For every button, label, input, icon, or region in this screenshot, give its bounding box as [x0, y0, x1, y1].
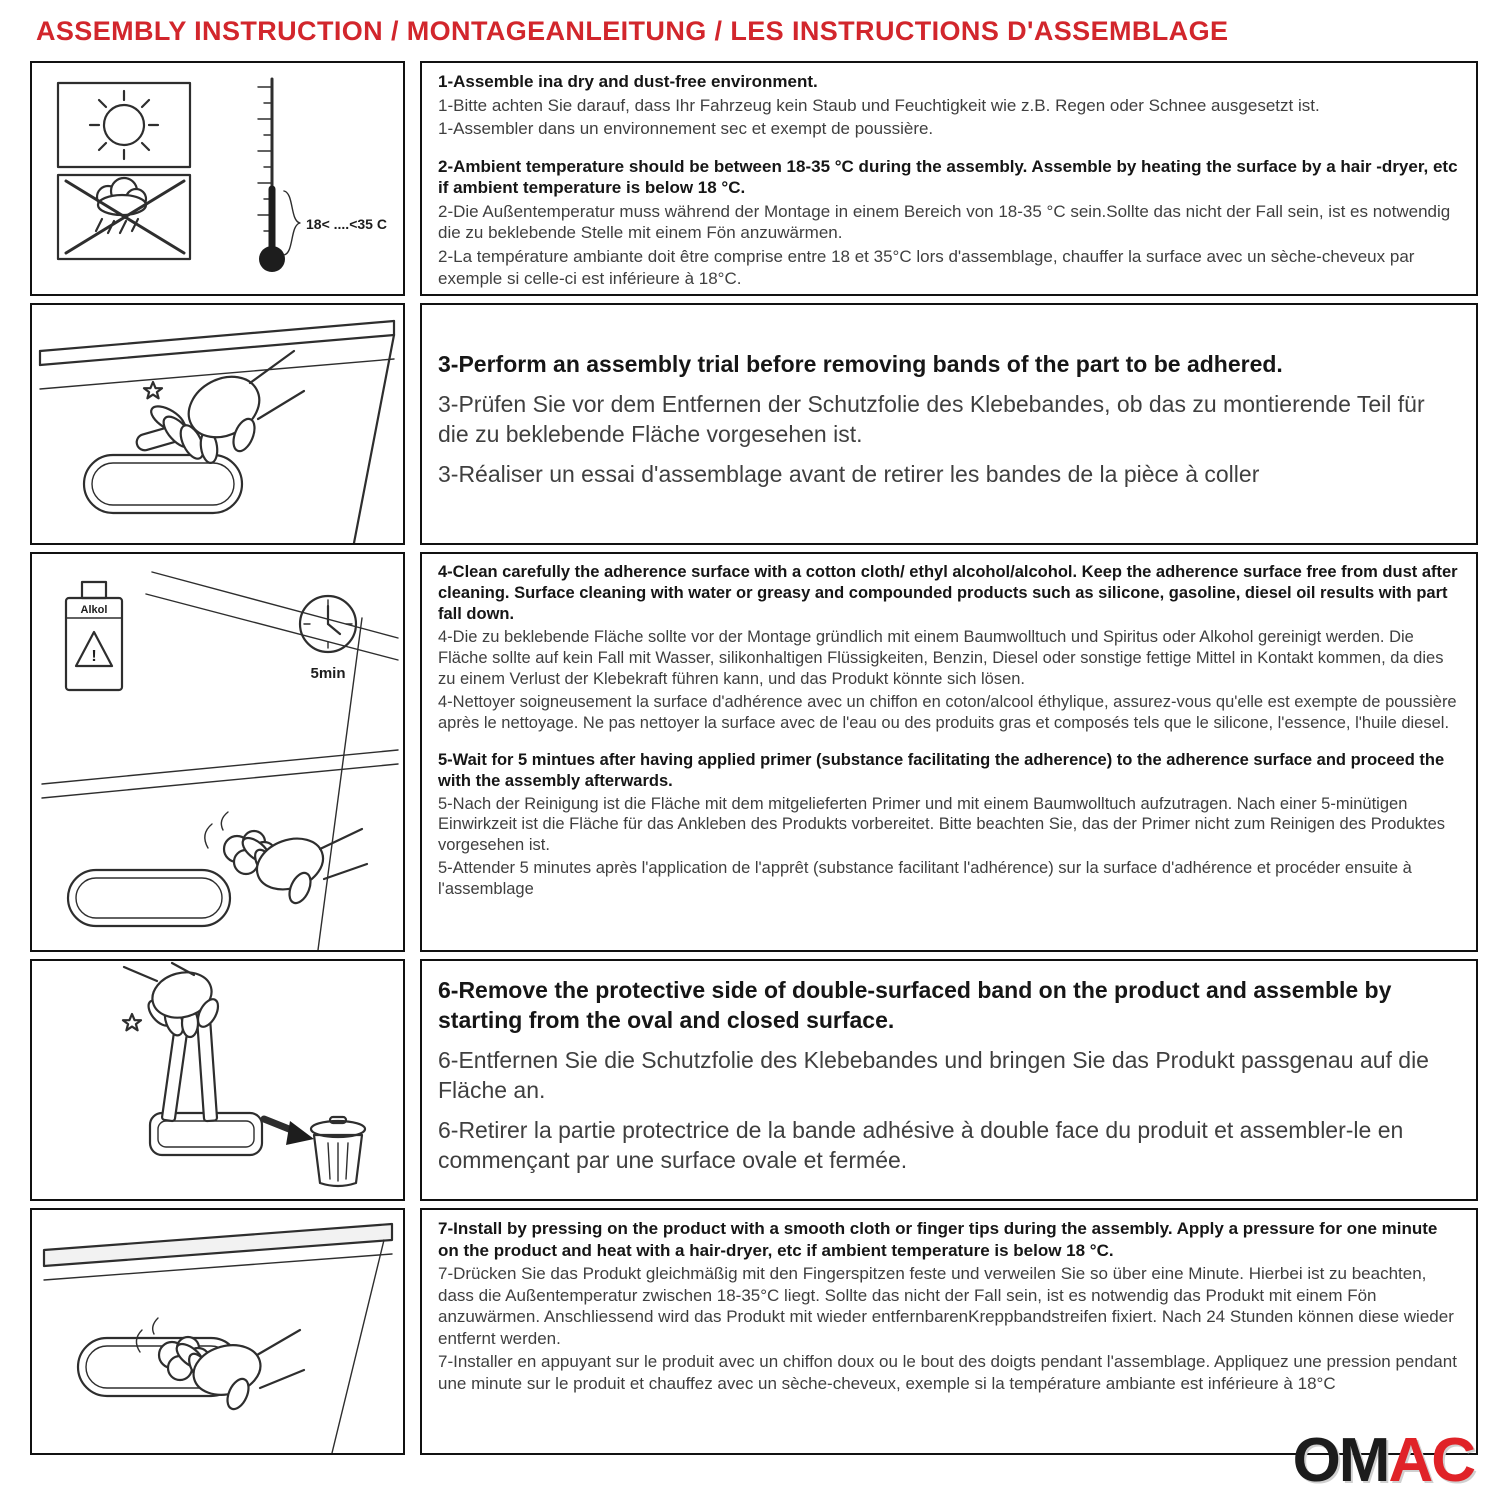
press-motion-line — [153, 1318, 158, 1334]
instruction-7-de: 7-Drücken Sie das Produkt gleichmäßig mit den Fingerspitzen feste und verweilen Sie so über eine Minute. Hierbei ist zu beachten, dass die Außentemperatur zwischen 18-35°C liegt. Sollte das nicht der Fall sein, ist es notwendig das Produkt mit einem Fön anzuwärmen. Anschliessend wird das Produkt mit wieder entfernbarenKreppbandstreifen fixiert. Nach 24 Stunden können diese wieder entfernt werden. — [438, 1264, 1454, 1348]
sparkle-icon — [123, 1014, 141, 1030]
logo-text-red: AC — [1388, 1426, 1474, 1495]
instruction-1-de: 1-Bitte achten Sie darauf, dass Ihr Fahrzeug kein Staub und Feuchtigkeit wie z.B. Regen oder Schnee ausgesetzt ist. — [438, 95, 1320, 115]
illustration-tape-removal — [30, 959, 405, 1201]
alcohol-bottle-icon — [66, 582, 122, 690]
instruction-1-en: 1-Assemble ina dry and dust-free environment. — [438, 72, 818, 91]
instruction-6-en: 6-Remove the protective side of double-surfaced band on the product and assemble by starting from the oval and closed surface. — [438, 977, 1392, 1034]
instructions-step-6 — [420, 959, 1478, 1201]
door-handle-gasket — [68, 870, 230, 926]
instructions-step-4-5 — [420, 552, 1478, 952]
temperature-range-label: 18< ....<35 C — [306, 216, 387, 232]
hand-icon — [135, 351, 304, 464]
row-assembly-trial — [30, 303, 1478, 545]
row-cleaning — [30, 552, 1478, 952]
cleaning-drawing — [32, 554, 403, 950]
pressing-drawing — [32, 1210, 403, 1453]
clock-icon — [300, 596, 356, 652]
instructions-step-7 — [420, 1208, 1478, 1455]
door-handle-gasket — [84, 455, 242, 513]
row-band-removal — [30, 959, 1478, 1201]
press-motion-line — [136, 1330, 142, 1352]
no-rain-icon — [58, 175, 190, 259]
instruction-2-de: 2-Die Außentemperatur muss während der Montage in einem Bereich von 18-35 °C sein.Sollte das nicht der Fall sein, ist es notwendig die zu beklebende Stelle mit einem Fön anzuwärmen. — [438, 201, 1451, 243]
environment-drawing — [32, 63, 403, 294]
instructions-step-1-2 — [420, 61, 1478, 296]
instruction-6-de: 6-Entfernen Sie die Schutzfolie des Klebebandes und bringen Sie das Produkt passgenau auf die Fläche an. — [438, 1047, 1429, 1103]
instruction-5-de: 5-Nach der Reinigung ist die Fläche mit dem mitgelieferten Primer und mit einem Baumwolltuch aufzutragen. Nach einer 5-minütigen Einwirkzeit ist die Fläche für das Ankleben des Produkts vorbereitet. Bitte beachten Sie, das der Primer nicht zum Reinigen des Produktes vorgesehen ist. — [438, 794, 1446, 855]
illustration-environment — [30, 61, 405, 296]
instruction-3-en: 3-Perform an assembly trial before removing bands of the part to be adhered. — [438, 351, 1283, 378]
illustration-pressing — [30, 1208, 405, 1455]
trial-fit-drawing — [32, 305, 403, 543]
instruction-7-fr: 7-Installer en appuyant sur le produit avec un chiffon doux ou le bout des doigts pendant l'assemblage. Appliquez une pression pendant une minute sur le produit et chauffez avec un sèche-cheveux, exemple si la température ambiante est inférieure à 18°C — [438, 1352, 1457, 1394]
instruction-rows — [0, 61, 1500, 1455]
instruction-5-fr: 5-Attender 5 minutes après l'application de l'apprêt (substance facilitant l'adhérence) sur la surface d'adhérence et procéder ensuite à l'assemblage — [438, 859, 1412, 899]
sun-icon — [58, 83, 190, 167]
illustration-trial-fit — [30, 303, 405, 545]
page-title: ASSEMBLY INSTRUCTION / MONTAGEANLEITUNG / LES INSTRUCTIONS D'ASSEMBLAGE — [36, 16, 1229, 46]
instruction-1-fr: 1-Assembler dans un environnement sec et exempt de poussière. — [438, 119, 934, 139]
instruction-6-fr: 6-Retirer la partie protectrice de la bande adhésive à double face du produit et assembler-le en commençant par une surface ovale et fermée. — [438, 1116, 1404, 1173]
instruction-4-de: 4-Die zu beklebende Fläche sollte vor der Montage gründlich mit einem Baumwolltuch und Spiritus oder Alkohol gereinigt werden. Die Fläche sollte auf kein Fall mit Wasser, silikonhaltigen Flüssigkeiten, Benzin, Diesel oder sonstige fettige Mittel in Kontakt kommen, da dies zu einem Verlust der Klebekraft führen kann, und das Produkt könnte sich lösen. — [438, 627, 1444, 688]
instruction-2-fr: 2-La température ambiante doit être comprise entre 18 et 35°C lors d'assemblage, chauffer la surface avec un sèche-cheveux par exemple si celle-ci est inférieure à 18°C. — [438, 247, 1415, 288]
hand-icon — [239, 829, 367, 906]
row-environment — [30, 61, 1478, 296]
sparkle-icon — [144, 382, 162, 398]
tape-removal-drawing — [32, 961, 403, 1199]
illustration-cleaning — [30, 552, 405, 952]
omac-logo — [1292, 1426, 1474, 1495]
warning-exclamation: ! — [91, 648, 97, 665]
arrow-icon — [264, 1119, 314, 1145]
instructions-step-3 — [420, 303, 1478, 545]
thermometer-icon — [258, 79, 300, 272]
instruction-3-de: 3-Prüfen Sie vor dem Entfernen der Schutzfolie des Klebebandes, ob das zu montierende Teil für die zu beklebende Fläche vorgesehen ist. — [438, 391, 1425, 447]
hand-icon — [124, 963, 222, 1038]
row-pressing — [30, 1208, 1478, 1455]
instruction-4-en: 4-Clean carefully the adherence surface with a cotton cloth/ ethyl alcohol/alcohol. Keep the adherence surface free from dust after cleaning. Surface cleaning with water or greasy and compounded products such as silicone, gasoline, diesel oil results with part fall down. — [438, 563, 1458, 623]
door-lines — [42, 572, 398, 950]
instruction-4-fr: 4-Nettoyer soigneusement la surface d'adhérence avec un chiffon en coton/alcool éthylique, assurez-vous qu'elle est exempte de poussière après le nettoyage. Ne pas nettoyer la surface avec de l'eau ou des produits gras et composés tels que le silicone, l'essence, l'huile diesel. — [438, 692, 1457, 732]
alcohol-label: Alkol — [80, 604, 108, 616]
instruction-7-en: 7-Install by pressing on the product with a smooth cloth or finger tips during the assembly. Apply a pressure for one minute on the product and heat with a hair-dryer, etc if ambient temperature is below 18 °C. — [438, 1219, 1438, 1260]
logo-text-black: OM — [1292, 1426, 1389, 1495]
instruction-2-en: 2-Ambient temperature should be between 18-35 °C during the assembly. Assemble by heating the surface by a hair -dryer, etc if ambient temperature is below 18 °C. — [438, 156, 1458, 198]
wipe-motion-line — [205, 824, 212, 848]
instruction-5-en: 5-Wait for 5 mintues after having applied primer (substance facilitating the adherence) to the adherence surface and proceed the with the assembly afterwards. — [438, 750, 1445, 790]
wait-time-label: 5min — [310, 665, 346, 682]
wipe-motion-line — [221, 812, 228, 830]
trash-can-icon — [311, 1117, 365, 1186]
instruction-3-fr: 3-Réaliser un essai d'assemblage avant de retirer les bandes de la pièce à coller — [438, 460, 1260, 487]
